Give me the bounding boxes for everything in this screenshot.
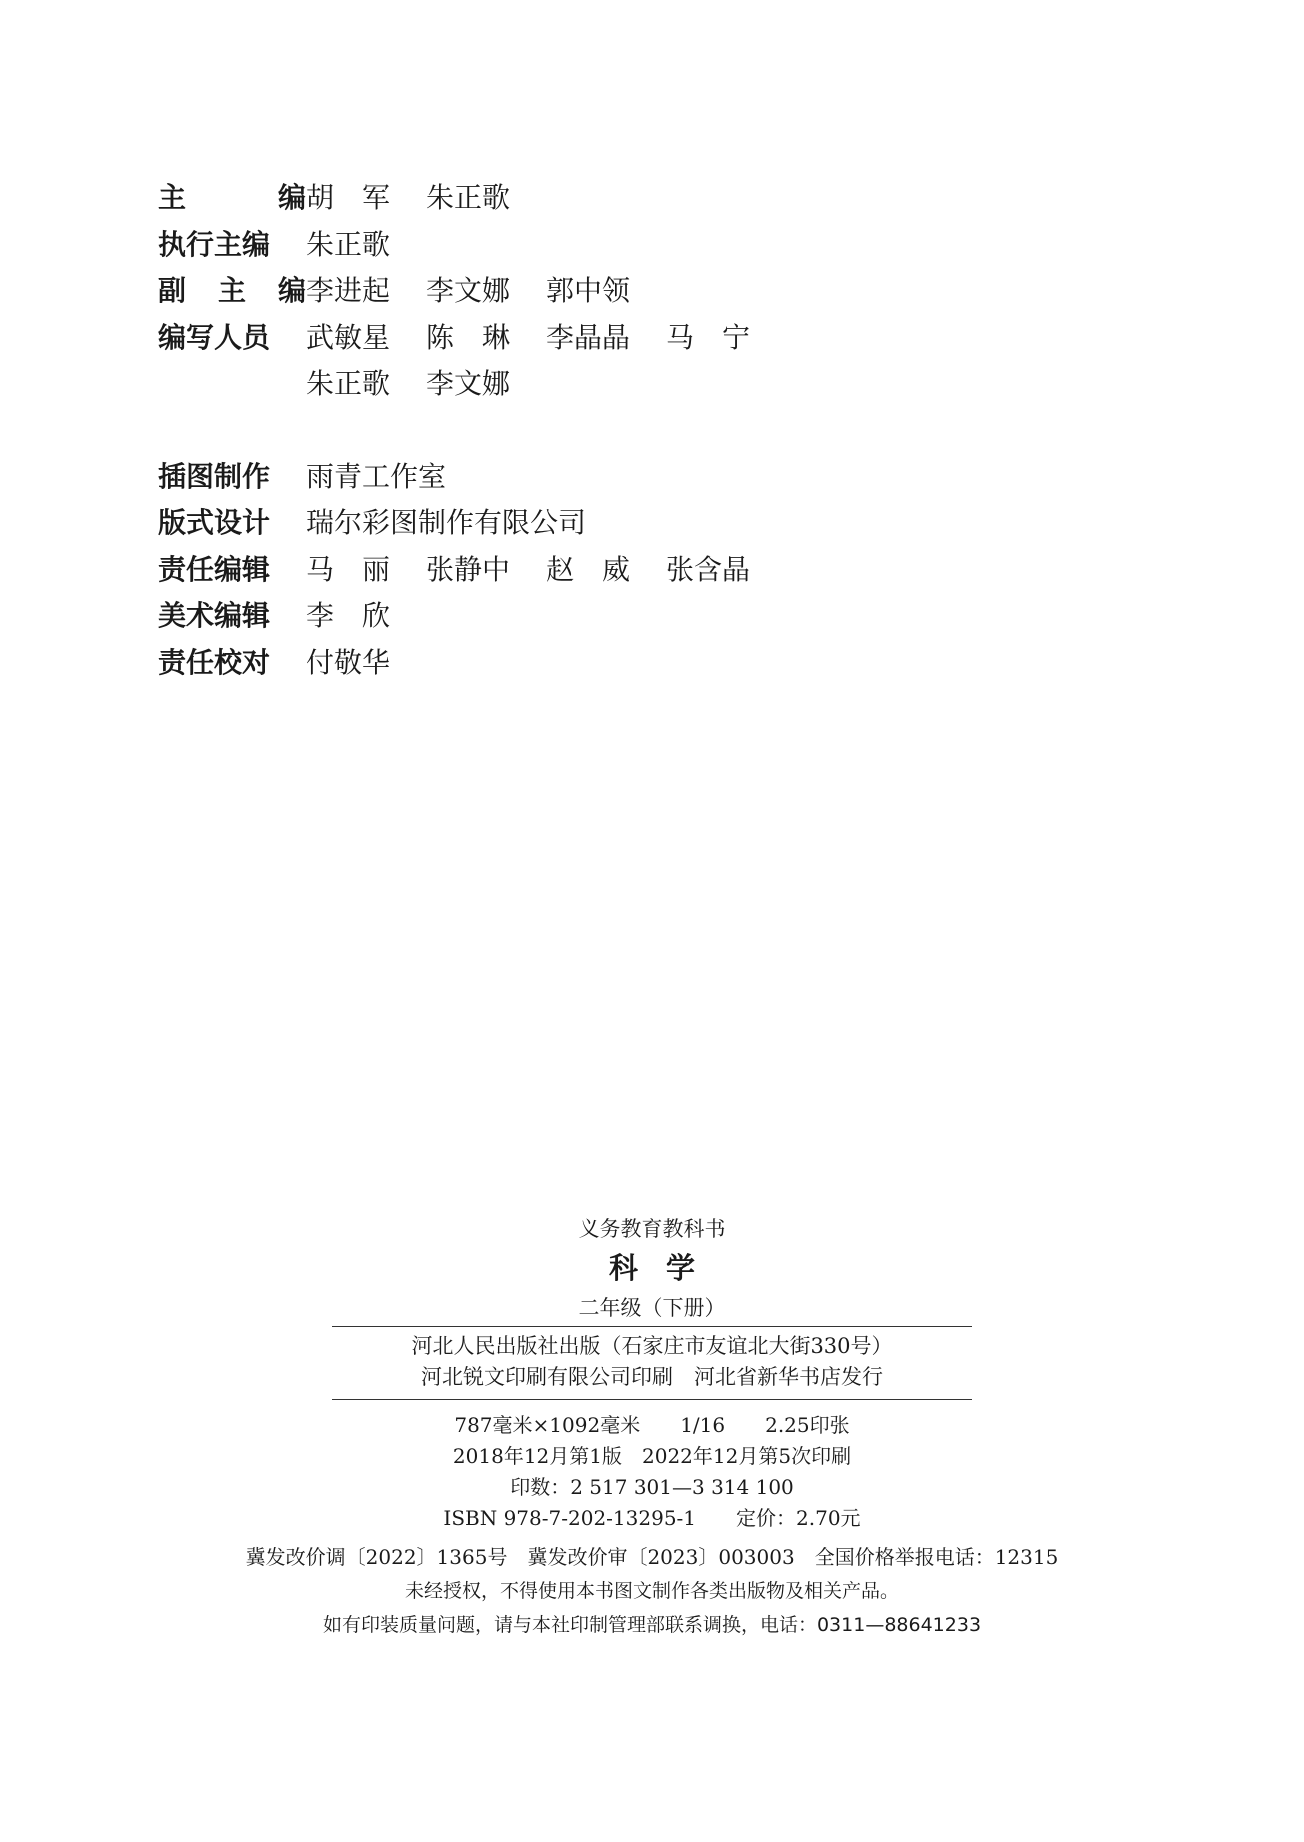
credit-label: 主 编 <box>158 181 306 214</box>
credit-label: 美术编辑 <box>158 599 271 632</box>
credit-name: 马 宁 <box>666 320 751 354</box>
credit-name: 朱正歌 <box>426 181 511 214</box>
credit-row-art-editor <box>158 594 1158 641</box>
credit-name: 李文娜 <box>426 367 511 400</box>
credit-names <box>306 455 446 495</box>
credit-name: 马 丽 <box>306 552 391 586</box>
copyright-notice: 未经授权，不得使用本书图文制作各类出版物及相关产品。 <box>404 1580 899 1602</box>
format-line: 787毫米×1092毫米 1/16 2.25印张 <box>454 1413 850 1437</box>
credit-name: 张静中 <box>426 552 511 586</box>
credit-name: 李进起 <box>306 274 391 307</box>
credit-label: 执行主编 <box>158 227 271 261</box>
credit-row-writers <box>158 316 1158 363</box>
credit-name: 李晶晶 <box>546 320 631 354</box>
credit-names <box>306 362 546 402</box>
grade-label: 二年级（下册） <box>578 1296 726 1320</box>
isbn-price-line: ISBN 978-7-202-13295-1 定价：2.70元 <box>443 1506 861 1530</box>
credit-label: 版式设计 <box>158 506 271 539</box>
credit-row-executive-editor <box>158 223 1158 270</box>
book-title: 科学 <box>608 1251 723 1285</box>
credit-name: 赵 威 <box>546 552 631 586</box>
credit-names <box>306 316 786 356</box>
specs-block <box>0 1400 1304 1534</box>
credit-names <box>306 548 786 588</box>
colophon-block <box>0 1212 1304 1642</box>
series-label: 义务教育教科书 <box>578 1217 726 1241</box>
credit-name: 瑞尔彩图制作有限公司 <box>306 506 587 539</box>
credit-names <box>306 176 546 216</box>
credit-name: 李 欣 <box>306 599 391 632</box>
credits-block <box>158 176 1158 687</box>
publisher-block <box>0 1327 1304 1399</box>
credit-row-writers-continued <box>158 362 1158 409</box>
credit-names <box>306 269 666 309</box>
credit-label: 责任校对 <box>158 645 271 679</box>
credit-row-chief-editor <box>158 176 1158 223</box>
credit-names <box>306 641 426 681</box>
credit-name: 付敬华 <box>306 645 391 679</box>
quality-notice: 如有印装质量问题，请与本社印制管理部联系调换，电话：0311—88641233 <box>322 1614 982 1636</box>
credit-names <box>306 501 586 541</box>
publisher-line: 河北人民出版社出版（石家庄市友谊北大街330号） <box>411 1334 893 1358</box>
credit-name: 雨青工作室 <box>306 459 447 493</box>
credit-name: 郭中领 <box>546 274 631 307</box>
editions-line: 2018年12月第1版 2022年12月第5次印刷 <box>452 1444 852 1468</box>
credit-name: 胡 军 <box>306 181 391 214</box>
credit-name: 朱正歌 <box>306 367 391 400</box>
credit-name: 李文娜 <box>426 274 511 307</box>
credit-label: 责任编辑 <box>158 552 271 586</box>
credit-names <box>306 594 426 634</box>
credit-row-illustration <box>158 455 1158 502</box>
credit-label: 插图制作 <box>158 459 271 493</box>
credit-row-proofreader <box>158 641 1158 688</box>
credit-row-layout-design <box>158 501 1158 548</box>
credit-label: 副 主 编 <box>158 274 306 307</box>
credit-name: 张含晶 <box>666 552 751 586</box>
credit-row-responsible-editors <box>158 548 1158 595</box>
credit-names <box>306 223 426 263</box>
credit-row-deputy-editor <box>158 269 1158 316</box>
notices-block <box>0 1534 1304 1642</box>
print-run-line: 印数：2 517 301—3 314 100 <box>510 1475 794 1499</box>
credit-name: 朱正歌 <box>306 227 391 261</box>
credit-label: 编写人员 <box>158 320 271 354</box>
credit-name: 陈 琳 <box>426 320 511 354</box>
printer-distributor-line: 河北锐文印刷有限公司印刷 河北省新华书店发行 <box>421 1365 883 1389</box>
price-approval-line: 冀发改价调〔2022〕1365号 冀发改价审〔2023〕003003 全国价格举报电话：12315 <box>245 1545 1059 1569</box>
credit-name: 武敏星 <box>306 320 391 354</box>
